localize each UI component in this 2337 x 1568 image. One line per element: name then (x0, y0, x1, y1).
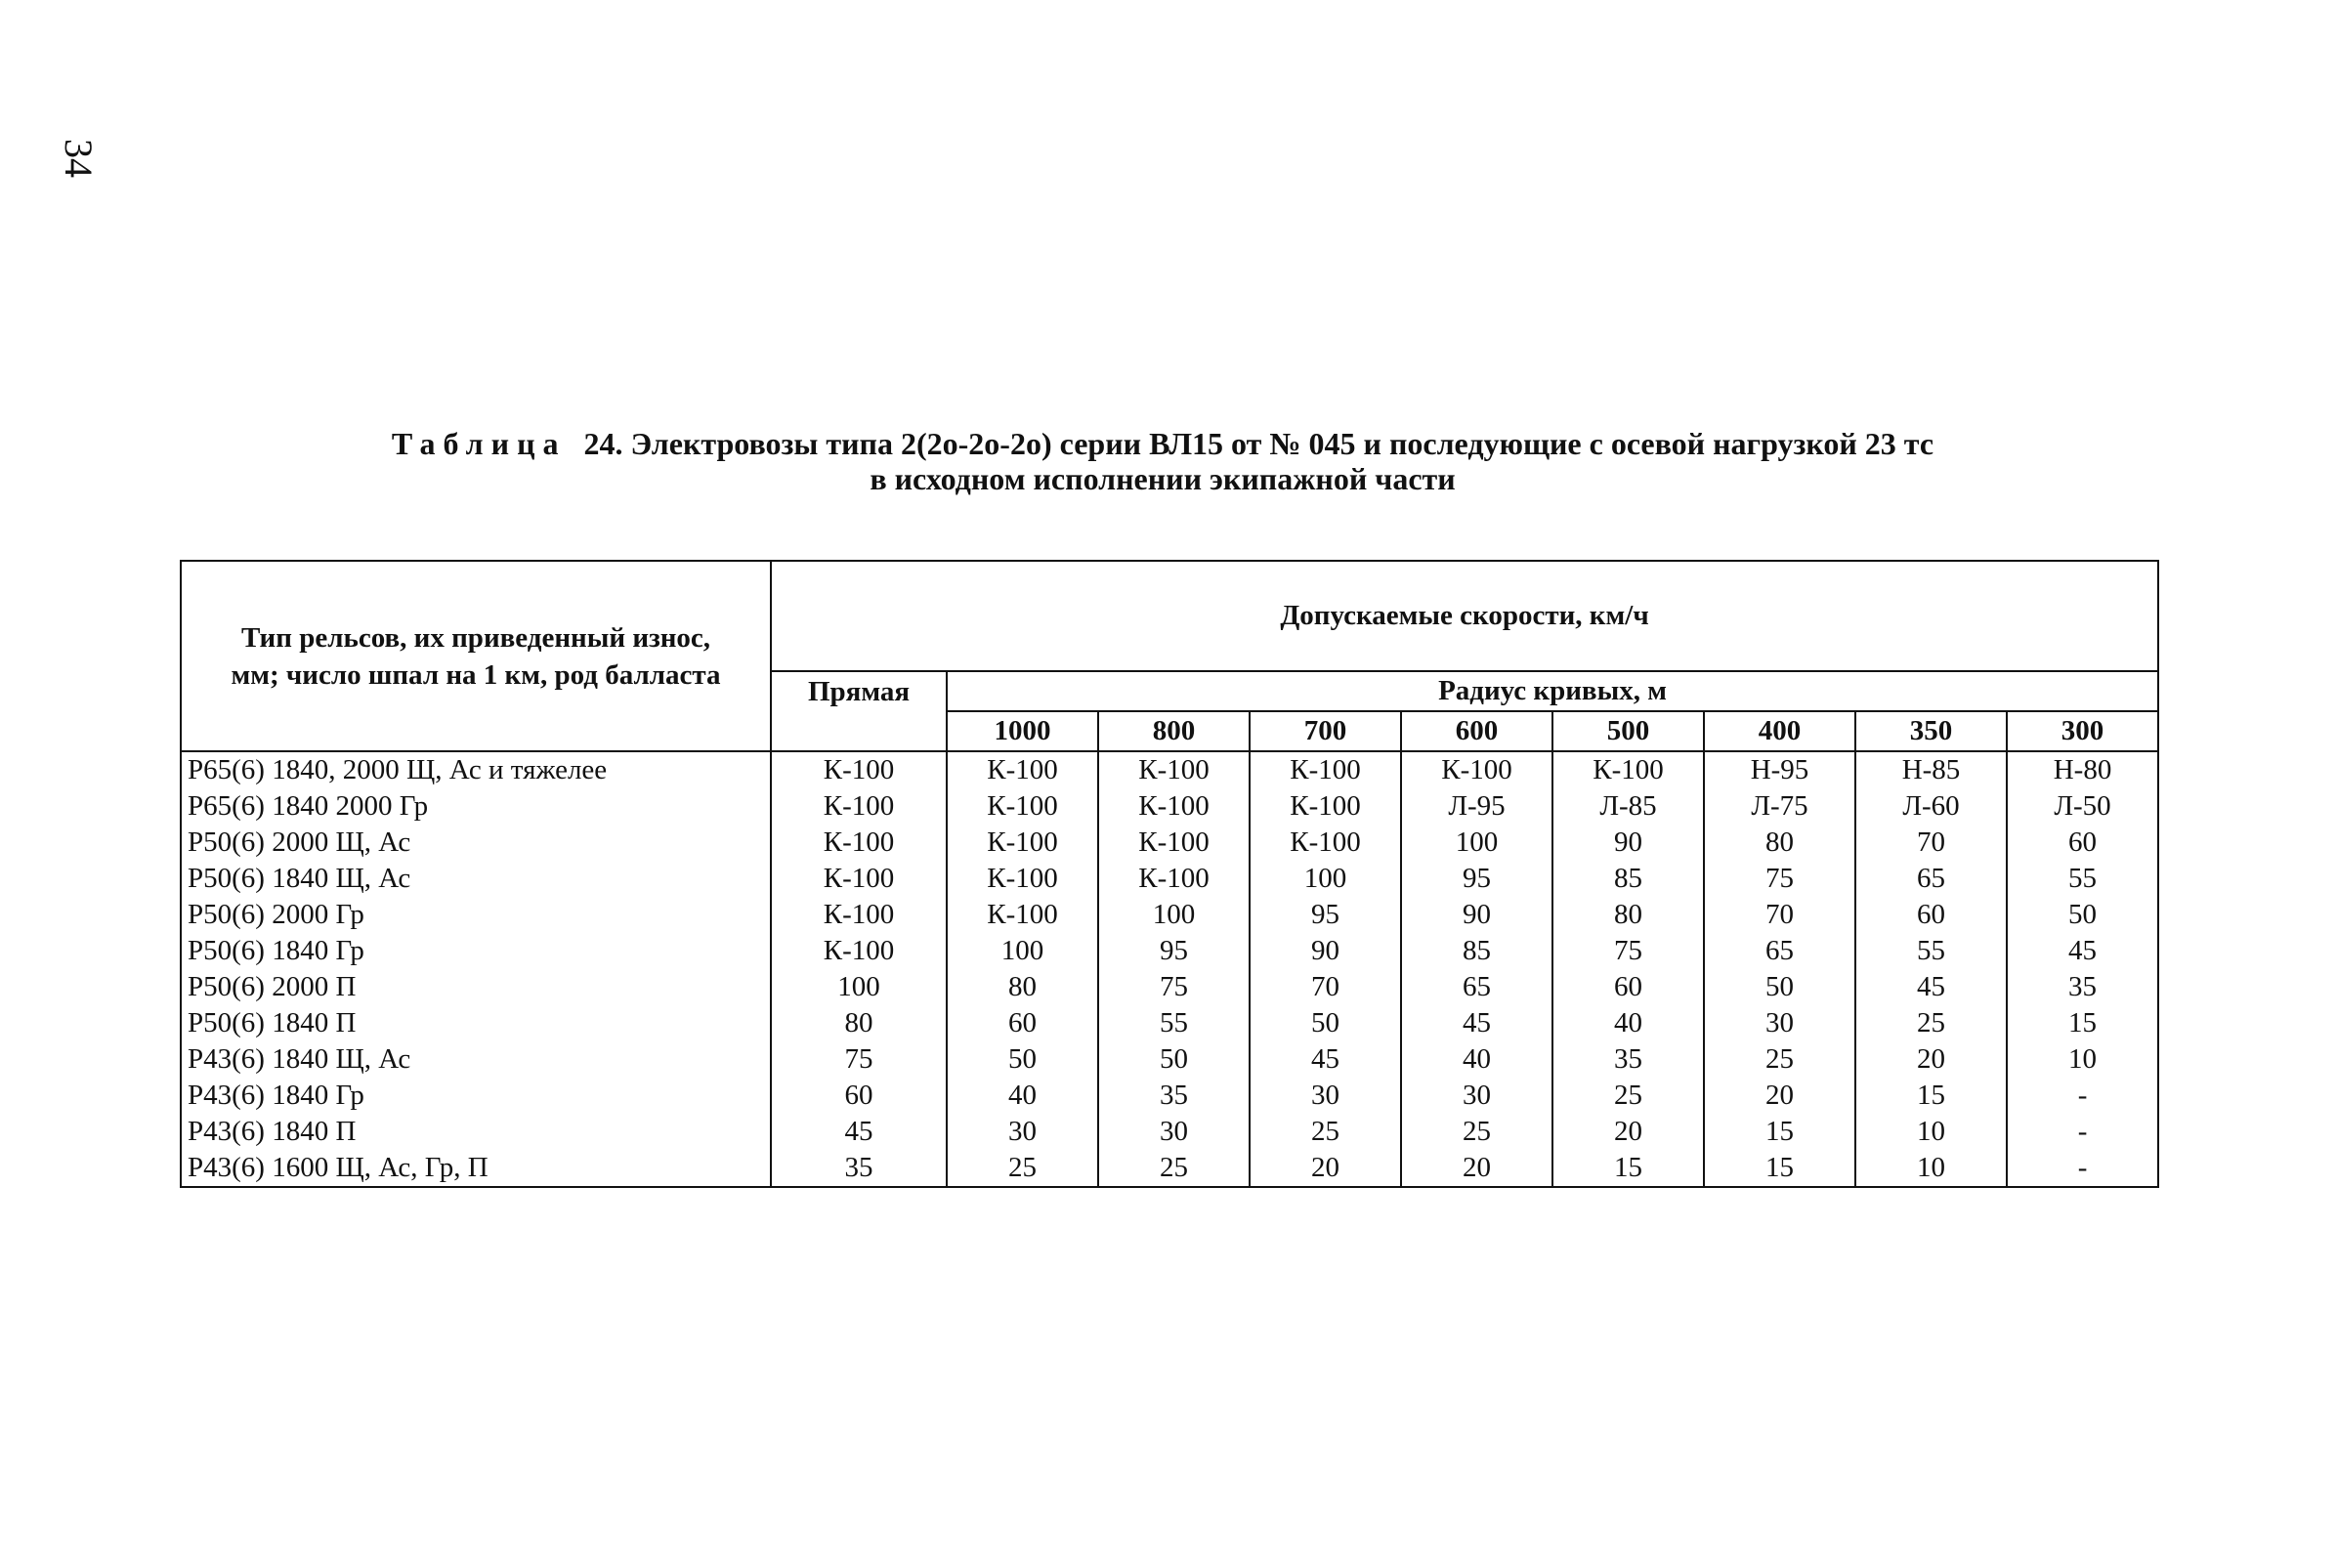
curve-speed-cell: 100 (1250, 861, 1401, 897)
straight-speed-cell: К-100 (771, 825, 947, 861)
curve-speed-cell: 45 (1401, 1005, 1552, 1041)
curve-speed-cell: 50 (1098, 1041, 1250, 1078)
curve-speed-cell: 55 (2007, 861, 2158, 897)
speed-table (180, 560, 2159, 1188)
curve-speed-cell: 15 (1855, 1078, 2007, 1114)
curve-speed-cell: 75 (1552, 933, 1704, 969)
rail-type-cell: Р43(6) 1840 Щ, Ас (181, 1041, 771, 1078)
curve-speed-cell: 20 (1855, 1041, 2007, 1078)
curve-speed-cell: 40 (1401, 1041, 1552, 1078)
curve-speed-cell: 30 (1098, 1114, 1250, 1150)
table-row (181, 1005, 2158, 1041)
curve-speed-cell: 45 (1855, 969, 2007, 1005)
curve-speed-cell: 90 (1250, 933, 1401, 969)
table-row (181, 825, 2158, 861)
curve-speed-cell: 85 (1552, 861, 1704, 897)
rail-type-cell: Р50(6) 1840 Гр (181, 933, 771, 969)
curve-speed-cell: 25 (1552, 1078, 1704, 1114)
curve-speed-cell: 60 (2007, 825, 2158, 861)
rail-type-cell: Р50(6) 1840 Щ, Ас (181, 861, 771, 897)
curve-speed-cell: К-100 (1552, 751, 1704, 788)
speeds-header: Допускаемые скорости, км/ч (771, 561, 2158, 671)
rail-type-cell: Р43(6) 1840 Гр (181, 1078, 771, 1114)
table-row (181, 861, 2158, 897)
curve-speed-cell: 90 (1552, 825, 1704, 861)
table-row (181, 897, 2158, 933)
curve-speed-cell: 80 (1704, 825, 1855, 861)
curve-speed-cell: 80 (1552, 897, 1704, 933)
curve-speed-cell: 100 (1098, 897, 1250, 933)
curve-speed-cell: 40 (1552, 1005, 1704, 1041)
table-caption (181, 426, 2145, 496)
straight-speed-cell: 60 (771, 1078, 947, 1114)
curve-speed-cell: 80 (947, 969, 1098, 1005)
straight-speed-cell: 35 (771, 1150, 947, 1187)
curve-speed-cell: Л-60 (1855, 788, 2007, 825)
curve-speed-cell: 90 (1401, 897, 1552, 933)
curve-speed-cell: 20 (1250, 1150, 1401, 1187)
rail-type-header: Тип рельсов, их приведенный износ, мм; число шпал на 1 км, род балласта (181, 561, 771, 751)
curve-speed-cell: 20 (1552, 1114, 1704, 1150)
radius-header-cell: 1000 (947, 711, 1098, 751)
curve-speed-cell: 60 (1855, 897, 2007, 933)
curve-speed-cell: К-100 (947, 897, 1098, 933)
straight-speed-cell: К-100 (771, 861, 947, 897)
curve-speed-cell: 15 (2007, 1005, 2158, 1041)
curve-speed-cell: 70 (1250, 969, 1401, 1005)
radius-header-cell: 350 (1855, 711, 2007, 751)
curve-speed-cell: 50 (947, 1041, 1098, 1078)
curve-speed-cell: 85 (1401, 933, 1552, 969)
curve-speed-cell: 30 (1401, 1078, 1552, 1114)
straight-speed-cell: К-100 (771, 933, 947, 969)
curve-speed-cell: К-100 (1250, 825, 1401, 861)
curve-speed-cell: 55 (1098, 1005, 1250, 1041)
radius-header-cell: 800 (1098, 711, 1250, 751)
curve-speed-cell: 35 (1552, 1041, 1704, 1078)
curve-speed-cell: 65 (1855, 861, 2007, 897)
table-row (181, 1114, 2158, 1150)
straight-speed-cell: К-100 (771, 897, 947, 933)
curve-speed-cell: - (2007, 1150, 2158, 1187)
curve-speed-cell: Л-50 (2007, 788, 2158, 825)
curve-speed-cell: К-100 (1098, 825, 1250, 861)
curve-speed-cell: 95 (1401, 861, 1552, 897)
curve-speed-cell: Л-95 (1401, 788, 1552, 825)
rail-type-cell: Р50(6) 1840 П (181, 1005, 771, 1041)
curve-speed-cell: 30 (1704, 1005, 1855, 1041)
curve-speed-cell: 65 (1704, 933, 1855, 969)
curve-speed-cell: К-100 (1098, 751, 1250, 788)
curve-speed-cell: 100 (1401, 825, 1552, 861)
table-row (181, 933, 2158, 969)
curve-speed-cell: 30 (1250, 1078, 1401, 1114)
straight-speed-cell: 45 (771, 1114, 947, 1150)
curve-speed-cell: 10 (2007, 1041, 2158, 1078)
straight-speed-cell: К-100 (771, 788, 947, 825)
curve-speed-cell: 15 (1704, 1150, 1855, 1187)
curve-speed-cell: 50 (2007, 897, 2158, 933)
radius-header-cell: 500 (1552, 711, 1704, 751)
rail-type-cell: Р50(6) 2000 Гр (181, 897, 771, 933)
table-row (181, 1041, 2158, 1078)
curve-speed-cell: - (2007, 1078, 2158, 1114)
curve-speed-cell: К-100 (947, 825, 1098, 861)
radius-header-cell: 600 (1401, 711, 1552, 751)
caption-title-line2: в исходном исполнении экипажной части (870, 461, 1456, 496)
curve-speed-cell: 95 (1250, 897, 1401, 933)
table-row (181, 751, 2158, 788)
curve-speed-cell: 15 (1704, 1114, 1855, 1150)
rail-type-cell: Р50(6) 2000 Щ, Ас (181, 825, 771, 861)
straight-speed-cell: 80 (771, 1005, 947, 1041)
curve-speed-cell: К-100 (947, 788, 1098, 825)
curve-speed-cell: Л-85 (1552, 788, 1704, 825)
table-row (181, 1078, 2158, 1114)
curve-speed-cell: 75 (1098, 969, 1250, 1005)
radius-header-cell: 300 (2007, 711, 2158, 751)
caption-title-line1: 24. Электровозы типа 2(2о-2о-2о) серии ВЛ15 от № 045 и последующие с осевой нагрузкой 23 тс (583, 426, 1934, 461)
curve-speed-cell: К-100 (1401, 751, 1552, 788)
curve-speed-cell: 70 (1704, 897, 1855, 933)
rail-type-cell: Р65(6) 1840, 2000 Щ, Ас и тяжелее (181, 751, 771, 788)
curve-speed-cell: 100 (947, 933, 1098, 969)
curve-speed-cell: 20 (1704, 1078, 1855, 1114)
curve-speed-cell: К-100 (1250, 751, 1401, 788)
table-row (181, 1150, 2158, 1187)
curve-speed-cell: Н-85 (1855, 751, 2007, 788)
curve-speed-cell: 25 (947, 1150, 1098, 1187)
curve-speed-cell: 40 (947, 1078, 1098, 1114)
rail-type-cell: Р43(6) 1600 Щ, Ас, Гр, П (181, 1150, 771, 1187)
rail-type-cell: Р65(6) 1840 2000 Гр (181, 788, 771, 825)
curve-speed-cell: 25 (1098, 1150, 1250, 1187)
curve-speed-cell: Н-95 (1704, 751, 1855, 788)
curve-speed-cell: 65 (1401, 969, 1552, 1005)
rail-type-cell: Р43(6) 1840 П (181, 1114, 771, 1150)
straight-speed-cell: К-100 (771, 751, 947, 788)
curve-speed-cell: - (2007, 1114, 2158, 1150)
table-row (181, 969, 2158, 1005)
curve-speed-cell: 30 (947, 1114, 1098, 1150)
curve-speed-cell: К-100 (1098, 861, 1250, 897)
curve-speed-cell: 50 (1250, 1005, 1401, 1041)
table-row (181, 788, 2158, 825)
curve-speed-cell: 95 (1098, 933, 1250, 969)
curve-speed-cell: 60 (947, 1005, 1098, 1041)
caption-label: Таблица (391, 426, 567, 461)
rail-type-cell: Р50(6) 2000 П (181, 969, 771, 1005)
curve-speed-cell: 20 (1401, 1150, 1552, 1187)
curve-speed-cell: К-100 (1098, 788, 1250, 825)
straight-speed-cell: 100 (771, 969, 947, 1005)
curve-speed-cell: Н-80 (2007, 751, 2158, 788)
page-number: 34 (57, 139, 101, 178)
curve-speed-cell: 10 (1855, 1150, 2007, 1187)
curve-speed-cell: 15 (1552, 1150, 1704, 1187)
curve-speed-cell: 10 (1855, 1114, 2007, 1150)
curve-speed-cell: К-100 (1250, 788, 1401, 825)
curve-speed-cell: 70 (1855, 825, 2007, 861)
curve-speed-cell: 25 (1704, 1041, 1855, 1078)
curve-speed-cell: 25 (1401, 1114, 1552, 1150)
curve-speed-cell: 75 (1704, 861, 1855, 897)
curve-speed-cell: 50 (1704, 969, 1855, 1005)
radius-header-cell: 400 (1704, 711, 1855, 751)
curve-speed-cell: 25 (1855, 1005, 2007, 1041)
curve-speed-cell: Л-75 (1704, 788, 1855, 825)
straight-speed-cell: 75 (771, 1041, 947, 1078)
radius-header-cell: 700 (1250, 711, 1401, 751)
curve-speed-cell: 25 (1250, 1114, 1401, 1150)
curve-speed-cell: 35 (2007, 969, 2158, 1005)
curve-speed-cell: К-100 (947, 861, 1098, 897)
table-body (181, 751, 2158, 1187)
curve-speed-cell: 45 (2007, 933, 2158, 969)
curve-speed-cell: 45 (1250, 1041, 1401, 1078)
curve-speed-cell: 60 (1552, 969, 1704, 1005)
curve-speed-cell: 55 (1855, 933, 2007, 969)
curve-speed-cell: 35 (1098, 1078, 1250, 1114)
curve-speed-cell: К-100 (947, 751, 1098, 788)
straight-header: Прямая (771, 671, 947, 751)
radius-header: Радиус кривых, м (947, 671, 2158, 711)
